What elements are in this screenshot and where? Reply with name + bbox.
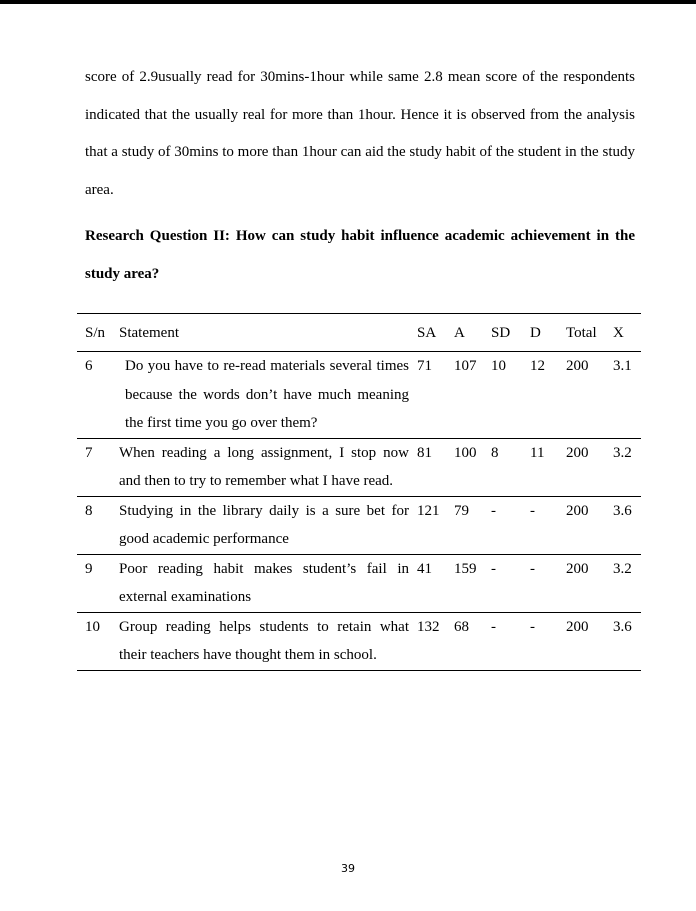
cell-a: 68 xyxy=(454,618,469,635)
body-paragraph: score of 2.9usually read for 30mins-1hour while same 2.8 mean score of the respondents indicated that the usually real for more than 1hour. Hence it is observed from the analysis that a study of 30mins to more than 1hour can aid the study habit of the student in the study area. xyxy=(85,69,635,198)
cell-sn: 6 xyxy=(85,358,93,374)
cell-sn: 9 xyxy=(85,560,93,577)
cell-d: 12 xyxy=(530,358,545,374)
cell-sa: 121 xyxy=(417,502,440,519)
cell-statement: When reading a long assignment, I stop now and then to try to remember what I have read. xyxy=(119,444,409,489)
cell-d: - xyxy=(530,502,535,519)
cell-sn: 8 xyxy=(85,502,93,519)
cell-total: 200 xyxy=(566,444,589,461)
table-row xyxy=(77,612,641,670)
cell-d: 11 xyxy=(530,444,545,461)
cell-x: 3.2 xyxy=(613,444,632,461)
top-border-rule xyxy=(0,0,696,4)
cell-statement: Do you have to re-read materials several times because the words don’t have much meaning the first time you go over them? xyxy=(125,358,409,431)
cell-x: 3.6 xyxy=(613,502,632,519)
cell-sa: 71 xyxy=(417,358,432,374)
cell-statement: Studying in the library daily is a sure bet for good academic performance xyxy=(119,502,409,547)
cell-a: 159 xyxy=(454,560,477,577)
cell-x: 3.2 xyxy=(613,560,632,577)
cell-sa: 81 xyxy=(417,444,432,461)
cell-d: - xyxy=(530,618,535,635)
cell-total: 200 xyxy=(566,502,589,519)
cell-sd: - xyxy=(491,502,496,519)
cell-total: 200 xyxy=(566,560,589,577)
table-row xyxy=(77,554,641,612)
cell-sd: - xyxy=(491,560,496,577)
page-number: 39 xyxy=(341,862,355,875)
table-header-row xyxy=(77,314,641,352)
header-sd: SD xyxy=(491,324,511,341)
header-statement: Statement xyxy=(119,324,179,341)
research-question-heading: Research Question II: How can study habit influence academic achievement in the study area? xyxy=(85,228,635,282)
cell-sd: - xyxy=(491,618,496,635)
responses-table xyxy=(77,313,641,671)
table-row xyxy=(77,496,641,554)
cell-x: 3.6 xyxy=(613,618,632,635)
cell-x: 3.1 xyxy=(613,358,632,374)
header-d: D xyxy=(530,324,541,341)
cell-sn: 7 xyxy=(85,444,93,461)
cell-statement: Poor reading habit makes student’s fail in external examinations xyxy=(119,560,409,605)
cell-sa: 41 xyxy=(417,560,432,577)
cell-a: 79 xyxy=(454,502,469,519)
header-total: Total xyxy=(566,324,597,341)
header-sa: SA xyxy=(417,324,437,341)
cell-sa: 132 xyxy=(417,618,440,635)
cell-a: 107 xyxy=(454,358,477,374)
table-row xyxy=(77,438,641,496)
cell-total: 200 xyxy=(566,358,589,374)
cell-sd: 8 xyxy=(491,444,499,461)
table-row xyxy=(77,352,641,439)
cell-d: - xyxy=(530,560,535,577)
cell-statement: Group reading helps students to retain what their teachers have thought them in school. xyxy=(119,618,409,663)
cell-total: 200 xyxy=(566,618,589,635)
header-a: A xyxy=(454,324,465,341)
cell-sd: 10 xyxy=(491,358,506,374)
cell-a: 100 xyxy=(454,444,477,461)
cell-sn: 10 xyxy=(85,618,100,635)
header-x: X xyxy=(613,324,624,341)
header-sn: S/n xyxy=(85,324,106,341)
